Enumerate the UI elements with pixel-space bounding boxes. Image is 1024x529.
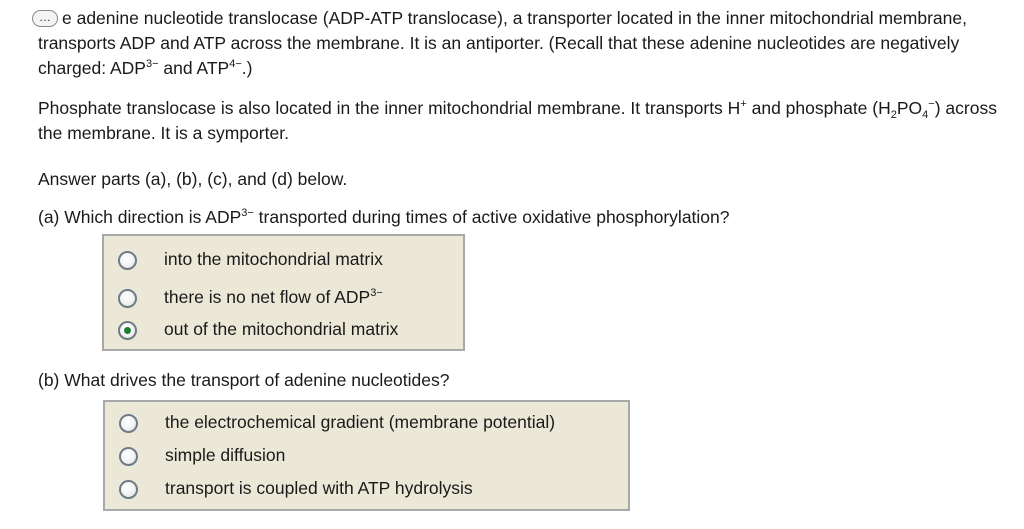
comment-icon[interactable]: … bbox=[32, 10, 58, 27]
question-a-text-end: transported during times of active oxidative phosphorylation? bbox=[253, 207, 730, 227]
question-a-charge: 3− bbox=[241, 207, 254, 219]
radio-button[interactable] bbox=[119, 447, 138, 466]
question-a bbox=[38, 205, 730, 230]
radio-button[interactable] bbox=[119, 480, 138, 499]
choice-label: the electrochemical gradient (membrane potential) bbox=[165, 412, 556, 432]
radio-button[interactable] bbox=[118, 289, 137, 308]
intro-paragraph bbox=[38, 6, 1008, 81]
choice-a-1[interactable] bbox=[104, 244, 463, 274]
radio-button-selected[interactable] bbox=[118, 321, 137, 340]
h-charge: + bbox=[740, 98, 747, 110]
choice-b-2[interactable] bbox=[105, 440, 628, 470]
choice-label: out of the mitochondrial matrix bbox=[164, 319, 399, 339]
intro-end: .) bbox=[241, 58, 253, 78]
choice-b-1[interactable] bbox=[105, 407, 628, 437]
choice-label: transport is coupled with ATP hydrolysis bbox=[165, 478, 473, 498]
phosphate-text-3: ) across the membrane. It is a symporter. bbox=[38, 98, 997, 143]
radio-button[interactable] bbox=[118, 251, 137, 270]
po-charge: − bbox=[928, 98, 935, 110]
intro-and: and ATP bbox=[158, 58, 230, 78]
phosphate-text-2: and phosphate (H bbox=[746, 98, 891, 118]
choice-a-2[interactable] bbox=[104, 282, 463, 312]
o-subscript: 4 bbox=[922, 109, 929, 121]
phosphate-paragraph bbox=[38, 96, 1013, 146]
question-a-text: (a) Which direction is ADP bbox=[38, 207, 242, 227]
question-b-choices bbox=[103, 400, 630, 511]
question-b: (b) What drives the transport of adenine nucleotides? bbox=[38, 370, 450, 390]
choice-label bbox=[164, 286, 383, 308]
choice-b-3[interactable] bbox=[105, 473, 628, 503]
choice-label: into the mitochondrial matrix bbox=[164, 249, 383, 269]
atp-charge: 4− bbox=[229, 58, 242, 70]
answer-parts-instruction: Answer parts (a), (b), (c), and (d) below. bbox=[38, 169, 348, 189]
choice-a-3[interactable] bbox=[104, 314, 463, 344]
h-subscript: 2 bbox=[890, 109, 897, 121]
radio-button[interactable] bbox=[119, 414, 138, 433]
question-a-choices bbox=[102, 234, 465, 351]
adp-charge: 3− bbox=[145, 58, 159, 70]
phosphate-text-1: Phosphate translocase is also located in the inner mitochondrial membrane. It transports H bbox=[38, 98, 741, 118]
po-text: PO bbox=[896, 98, 923, 118]
intro-text: e adenine nucleotide translocase (ADP-ATP translocase), a transporter located in the inner mitochondrial membrane, transports ADP and ATP across the membrane. It is an antiporter. (Recall that these adenine nucleotides are negatively charged: ADP bbox=[38, 8, 967, 78]
choice-label-text: there is no net flow of ADP bbox=[164, 287, 371, 307]
choice-charge: 3− bbox=[370, 287, 383, 299]
choice-label: simple diffusion bbox=[165, 445, 286, 465]
